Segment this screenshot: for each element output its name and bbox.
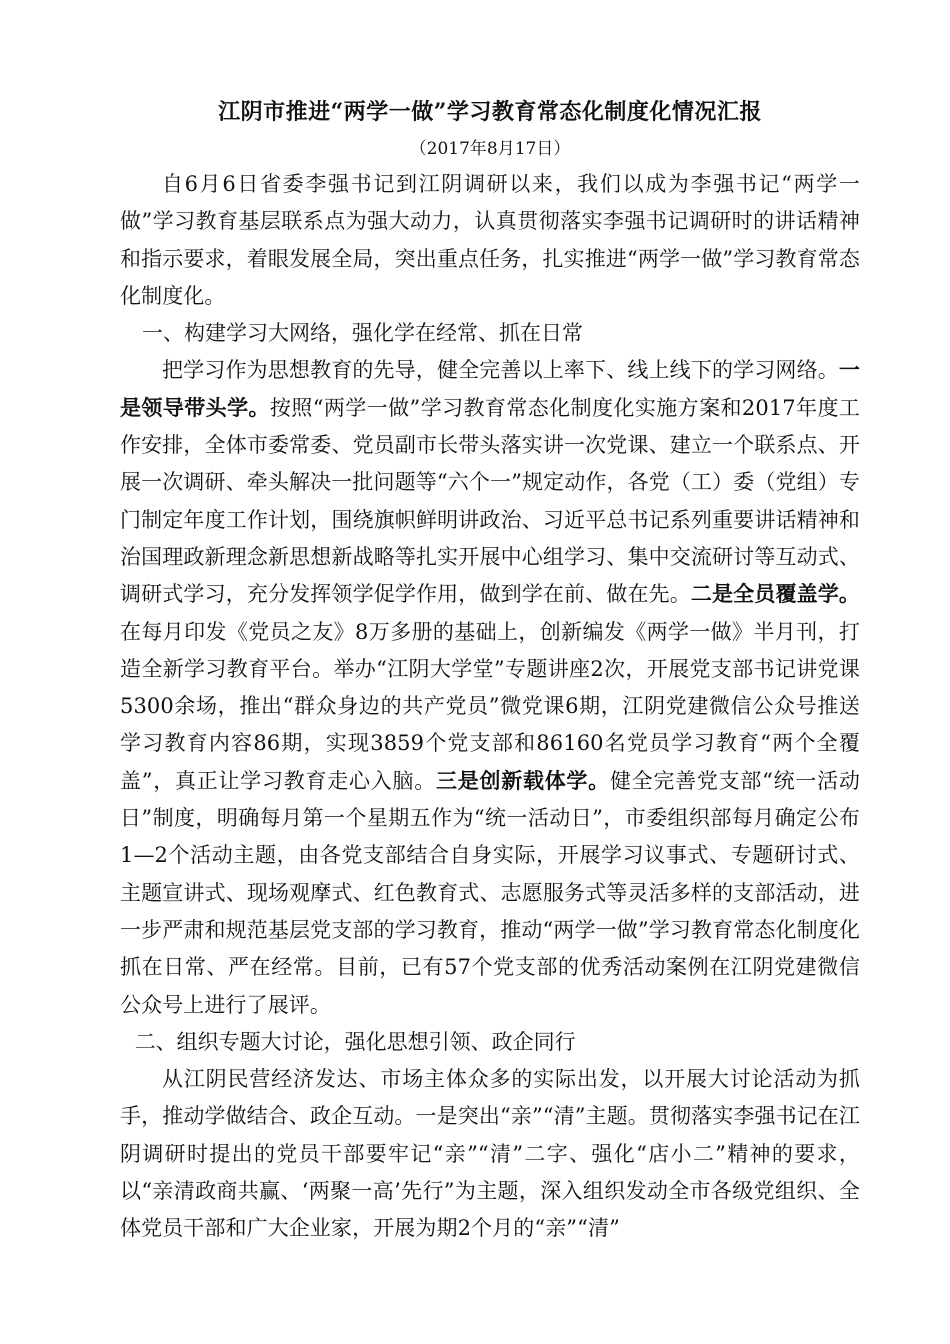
item3-label: 三是创新载体学。: [435, 768, 610, 793]
item2-text: 在每月印发《党员之友》8万多册的基础上，创新编发《两学一做》半月刊，打造全新学习教育平台。举办“江阴大学堂”专题讲座2次，开展党支部书记讲党课5300余场，推出“群众身边的共产党员”微党课6期，江阴党建微信公众号推送学习教育内容86期，实现3859个党支部和86160名党员学习教育“两个全覆盖”，真正让学习教育走心入脑。: [120, 619, 860, 793]
item3-text: 健全完善党支部“统一活动日”制度，明确每月第一个星期五作为“统一活动日”，市委组织部每月确定公布1—2个活动主题，由各党支部结合自身实际，开展学习议事式、专题研讨式、主题宣讲式、现场观摩式、红色教育式、志愿服务式等灵活多样的支部活动，进一步严肃和规范基层党支部的学习教育，推动“两学一做”学习教育常态化制度化抓在日常、严在经常。目前，已有57个党支部的优秀活动案例在江阴党建微信公众号上进行了展评。: [120, 768, 860, 1017]
section1-paragraph: [120, 352, 860, 1023]
section1-lead: 把学习作为思想教育的先导，健全完善以上率下、线上线下的学习网络。: [162, 358, 839, 383]
section2-paragraph: 从江阴民营经济发达、市场主体众多的实际出发，以开展大讨论活动为抓手，推动学做结合、政企互动。一是突出“亲”“清”主题。贯彻落实李强书记在江阴调研时提出的党员干部要牢记“亲”“清”二字、强化“店小二”精神的要求，以“亲清政商共赢、‘两聚一高’先行”为主题，深入组织发动全市各级党组织、全体党员干部和广大企业家，开展为期2个月的“亲”“清”: [120, 1067, 860, 1241]
document-date: （2017年8月17日）: [409, 139, 571, 159]
document-title: 江阴市推进“两学一做”学习教育常态化制度化情况汇报: [218, 99, 762, 125]
item1-text: 按照“两学一做”学习教育常态化制度化实施方案和2017年度工作安排，全体市委常委、党员副市长带头落实讲一次党课、建立一个联系点、开展一次调研、牵头解决一批问题等“六个一”规定动作，各党（工）委（党组）专门制定年度工作计划，围绕旗帜鲜明讲政治、习近平总书记系列重要讲话精神和治国理政新理念新思想新战略等扎实开展中心组学习、集中交流研讨等互动式、调研式学习，充分发挥领学促学作用，做到学在前、做在先。: [120, 395, 860, 607]
section2-heading: 二、组织专题大讨论，强化思想引领、政企同行: [134, 1029, 576, 1054]
item1-label: 一是领导带头学。: [120, 358, 860, 420]
document-body: [120, 92, 860, 1248]
section1-heading: 一、构建学习大网络，强化学在经常、抓在日常: [142, 321, 584, 346]
item2-label: 二是全员覆盖学。: [690, 582, 860, 607]
intro-paragraph: 自6月6日省委李强书记到江阴调研以来，我们以成为李强书记“两学一做”学习教育基层联系点为强大动力，认真贯彻落实李强书记调研时的讲话精神和指示要求，着眼发展全局，突出重点任务，扎实推进“两学一做”学习教育常态化制度化。: [120, 172, 860, 308]
